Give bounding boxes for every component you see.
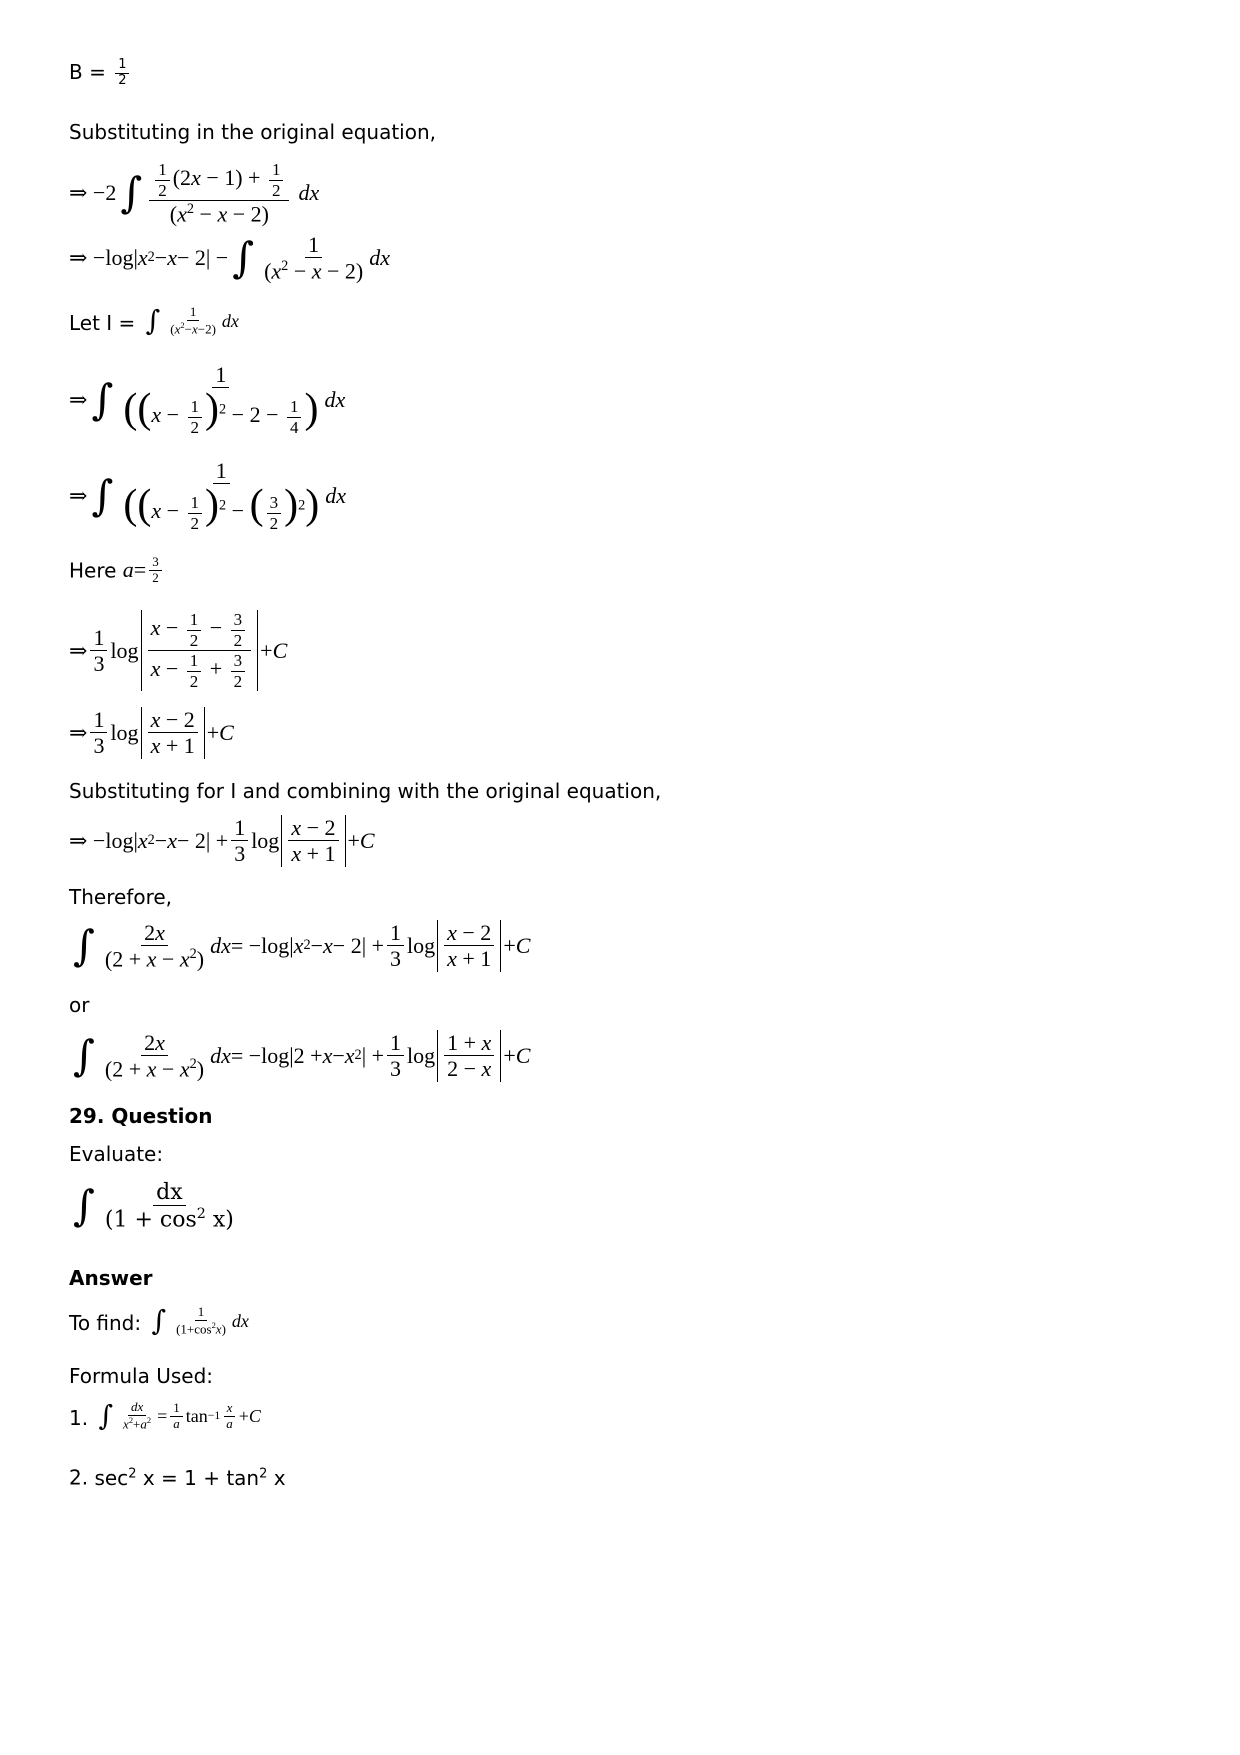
- b-value-line: [69, 58, 132, 89]
- evaluate-text: Evaluate:: [69, 1142, 164, 1166]
- or-text: or: [69, 993, 90, 1017]
- equation-step-6: ⇒ $\frac{1}{3}$ log $\frac{x - 2}{x + 1}$ + C: [69, 707, 234, 759]
- substituting-for-i-text: Substituting for I and combining with the original equation,: [69, 779, 662, 803]
- here-a-line: Here a = $\frac{3}{2}$: [69, 555, 165, 586]
- equation-step-4: ⇒ ∫ 1 ((x − $\frac{1}{2}$ )$^2$ − ( $\frac{3}{2}$ )$^2$) dx: [69, 458, 346, 533]
- equation-step-7: ⇒ −log| x 2 − x − 2| + $\frac{1}{3}$ log $\frac{x - 2}{x + 1}$ + C: [69, 815, 375, 867]
- question-integral: ∫ $\frac{dx}{(1 + \cos^2 x)}$: [73, 1180, 234, 1233]
- equation-step-2: ⇒ −log| x 2 − x − 2| − ∫ $\frac{1}{(x^2 - x - 2)}$ dx: [69, 232, 391, 284]
- to-find-label: To find:: [69, 1311, 142, 1336]
- let-label: Let I =: [69, 311, 136, 336]
- formula-1-label: 1.: [69, 1406, 89, 1431]
- b-fraction: $\frac{1}{2}$: [115, 58, 129, 89]
- formula-2-label: 2.: [69, 1465, 89, 1490]
- b-label: B =: [69, 59, 106, 84]
- result-equation-2: ∫ $\frac{2x}{(2 + x - x^2)}$ dx = −log|2 + x − x 2 | + $\frac{1}{3}$ log $\frac{1 + x}{2 - x}$ + C: [73, 1030, 531, 1082]
- formula-heading: Formula Used:: [69, 1364, 214, 1388]
- formula-2-line: 2. $\sec^2 x = 1 + \tan^2 x$: [69, 1465, 286, 1490]
- equation-step-5: ⇒ $\frac{1}{3}$ log x − $\frac{1}{2}$ − $\frac{3}{2}$ x − $\frac{1}{2}$ + $\frac{3}{2}$ + C: [69, 610, 288, 691]
- equation-step-1: ⇒ −2 ∫ $\frac{1}{2}$ (2x − 1) + $\frac{1}{2}$ $(x^2 - x - 2)$ dx: [69, 160, 320, 227]
- here-label: Here: [69, 558, 117, 583]
- result-equation-1: ∫ $\frac{2x}{(2 + x - x^2)}$ dx = −log| x 2 − x − 2| + $\frac{1}{3}$ log $\frac{x - 2}{x + 1}$ + C: [73, 920, 531, 972]
- therefore-text: Therefore,: [69, 885, 173, 909]
- answer-heading: Answer: [69, 1266, 153, 1290]
- equation-step-3: ⇒ ∫ 1 ((x − $\frac{1}{2}$ )$^2$ − 2 − $\frac{1}{4}$ ) dx: [69, 362, 346, 437]
- let-i-line: Let I = ∫ $\frac{1}{(x^2-x-2)}$ dx: [69, 304, 239, 338]
- substituting-text: Substituting in the original equation,: [69, 120, 437, 144]
- question-heading: 29. Question: [69, 1104, 213, 1128]
- to-find-line: To find: ∫ $\frac{1}{(1+\cos^2x)}$ dx: [69, 1304, 249, 1338]
- formula-1-line: 1. ∫ $\frac{dx}{x^2+a^2}$ = $\frac{1}{a}$ tan −1 $\frac{x}{a}$ + C: [69, 1399, 261, 1433]
